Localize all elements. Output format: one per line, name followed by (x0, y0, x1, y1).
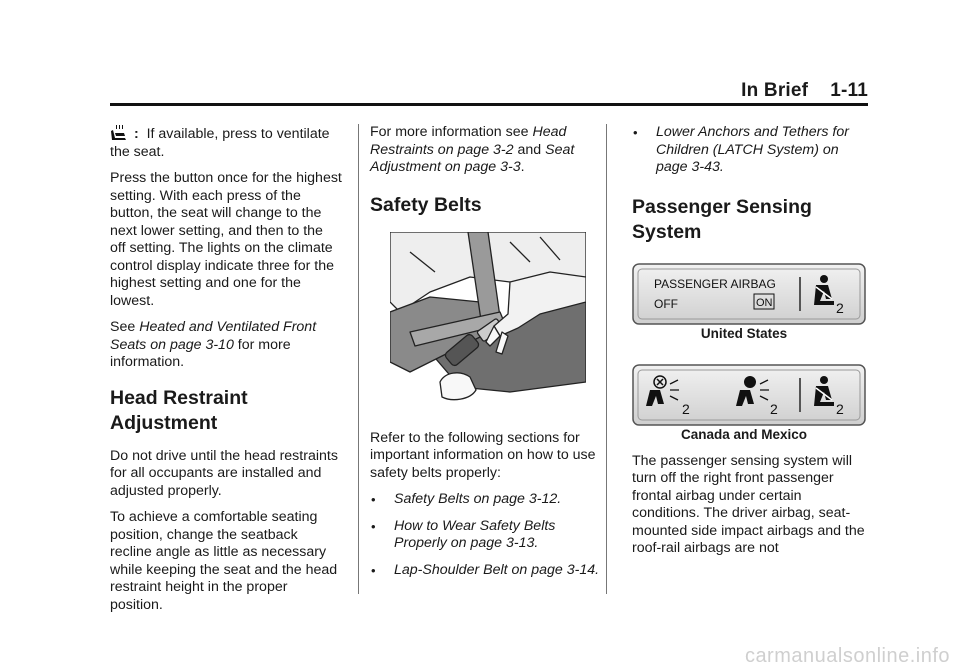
caption-united-states: United States (700, 325, 788, 341)
bullet-link-how-to-wear[interactable]: How to Wear Safety Belts Properly on page 3-13. (394, 517, 556, 551)
seat-number-2: 2 (770, 401, 778, 417)
caption-canada-mexico: Canada and Mexico (680, 427, 808, 442)
refer-paragraph: Refer to the following sections for important information on how to use safety belts properly: (370, 429, 596, 481)
safety-belt-illustration (390, 232, 586, 418)
ventilate-paragraph (110, 124, 342, 161)
seat-position-number: 2 (836, 299, 844, 316)
and-word: and (517, 141, 542, 158)
bullet-item (632, 124, 868, 177)
ventilate-text: If available, press to ventilate the seat. (110, 126, 330, 160)
header-title: In Brief (741, 80, 809, 101)
button-setting-paragraph: Press the button once for the highest setting. With each press of the button, the seat will change to the next lower setting, and then to the off setting. The lights on the climate control display indicate three for the highest setting and one for the lowest. (110, 170, 342, 309)
see-reference-paragraph (110, 319, 342, 372)
head-restraints-link[interactable]: Head Restraints on page 3-2 (370, 124, 567, 158)
passenger-sensing-body: The passenger sensing system will turn off the right front passenger frontal airbag under certain conditions. The driver airbag, seat-mounted side impact airbags and the roof-rail airbags are not (632, 452, 865, 556)
column-divider-1 (358, 124, 359, 594)
head-restraint-paragraph-1: Do not drive until the head restraints for all occupants are installed and adjusted properly. (110, 447, 338, 499)
more-info-text: For more information see (370, 124, 529, 140)
bullet-item (370, 491, 602, 509)
off-label: OFF (654, 296, 678, 311)
section-number: 1-11 (830, 80, 868, 101)
page-header (741, 80, 868, 102)
column-divider-2 (606, 124, 607, 594)
ventilate-colon: : (133, 126, 139, 142)
canada-mexico-airbag-panel (632, 364, 866, 426)
head-restraint-heading: Head Restraint Adjustment (110, 386, 248, 434)
bullet-dot: • (633, 125, 638, 140)
period: . (520, 159, 525, 175)
bullet-item (370, 518, 602, 553)
ventilated-seat-icon (110, 124, 130, 141)
column-2 (370, 124, 602, 588)
seat-number-3: 2 (836, 401, 844, 417)
header-rule (110, 103, 868, 106)
see-tail: for more information. (110, 336, 291, 370)
on-label: ON (756, 296, 773, 309)
bullet-dot: • (371, 562, 376, 578)
see-reference-link[interactable]: Heated and Ventilated Front Seats on page 3-10 (110, 319, 317, 353)
seat-number-1: 2 (682, 401, 690, 417)
passenger-sensing-heading: Passenger Sensing System (632, 195, 812, 243)
bullet-item (370, 562, 602, 580)
column-3 (632, 124, 868, 567)
more-info-paragraph (370, 124, 602, 177)
seat-adjustment-link[interactable]: Seat Adjustment on page 3-3 (370, 141, 575, 175)
passenger-airbag-label: PASSENGER AIRBAG (654, 276, 776, 291)
bullet-dot: • (371, 492, 376, 507)
bullet-link-safety-belts[interactable]: Safety Belts on page 3-12. (394, 491, 562, 507)
bullet-link-lap-shoulder[interactable]: Lap-Shoulder Belt on page 3-14. (394, 561, 600, 578)
us-airbag-status-panel (632, 263, 866, 325)
bullet-link-latch[interactable]: Lower Anchors and Tethers for Children (LATCH System) on page 3-43. (656, 124, 849, 175)
head-restraint-paragraph-2: To achieve a comfortable seating position, change the seatback recline angle as little as necessary while keeping the seat and the head restraint height in the proper position. (110, 509, 338, 613)
bullet-dot: • (371, 518, 376, 534)
watermark: carmanualsonline.info (744, 645, 950, 667)
column-1 (110, 124, 342, 623)
safety-belts-heading: Safety Belts (370, 193, 482, 216)
see-word: See (110, 319, 136, 335)
